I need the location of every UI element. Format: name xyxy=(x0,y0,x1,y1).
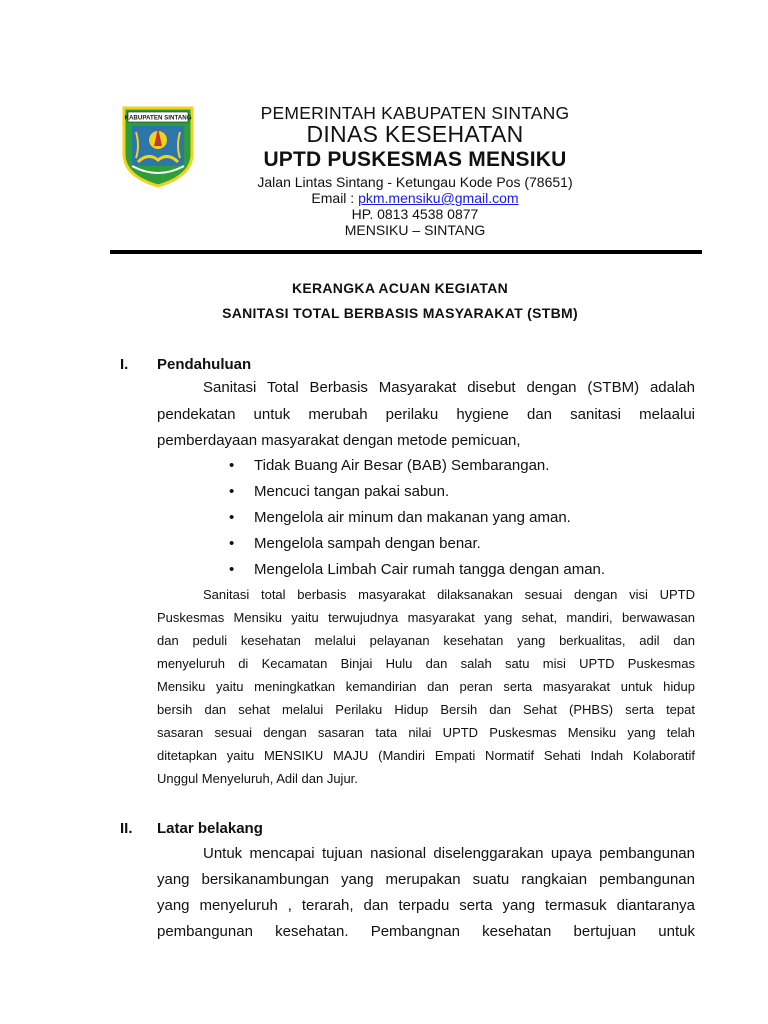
bullet-item: Tidak Buang Air Besar (BAB) Sembarangan. xyxy=(254,457,550,474)
bullet-item: Mencuci tangan pakai sabun. xyxy=(254,483,450,500)
email-link[interactable]: pkm.mensiku@gmail.com xyxy=(358,190,519,206)
letterhead-phone: HP. 0813 4538 0877 xyxy=(351,206,479,222)
background-line: Untuk mencapai tujuan nasional diselenggarakan upaya pembangunan xyxy=(203,845,695,862)
bullet-item: Mengelola air minum dan makanan yang aman. xyxy=(254,509,571,526)
letterhead-divider xyxy=(110,250,702,254)
letterhead-location: MENSIKU – SINTANG xyxy=(344,222,486,238)
paragraph-line: Sanitasi total berbasis masyarakat dilaksanakan sesuai dengan visi UPTD xyxy=(203,587,695,602)
email-label: Email : xyxy=(311,190,359,206)
letterhead-department: DINAS KESEHATAN xyxy=(306,121,524,147)
background-line: pembangunan kesehatan. Pembangnan kesehatan bertujuan untuk xyxy=(157,923,695,940)
logo-text: KABUPATEN SINTANG xyxy=(124,114,192,122)
letterhead-email-line xyxy=(210,190,620,206)
background-line: yang bersikanambungan yang merupakan suatu rangkaian pembangunan xyxy=(157,871,695,888)
letterhead-institution: UPTD PUSKESMAS MENSIKU xyxy=(263,148,567,171)
document-title: KERANGKA ACUAN KEGIATAN xyxy=(291,280,509,296)
section-1-number: I. xyxy=(120,356,129,373)
document-subtitle: SANITASI TOTAL BERBASIS MASYARAKAT (STBM) xyxy=(222,305,578,321)
section-2-heading: Latar belakang xyxy=(157,820,263,837)
paragraph-line: menyeluruh di Kecamatan Binjai Hulu dan salah satu misi UPTD Puskesmas xyxy=(157,656,695,671)
paragraph-line: sasaran sesuai dengan sasaran tata nilai UPTD Puskesmas Mensiku yang telah xyxy=(157,725,695,740)
paragraph-line: Mensiku yaitu meningkatkan kemandirian dan peran serta masyarakat untuk hidup xyxy=(157,679,695,694)
section-2-number: II. xyxy=(120,820,133,837)
bullet-item: Mengelola sampah dengan benar. xyxy=(254,535,481,552)
paragraph-line: Unggul Menyeluruh, Adil dan Jujur. xyxy=(157,771,358,786)
paragraph-line: ditetapkan yaitu MENSIKU MAJU (Mandiri Empati Normatif Sehati Indah Kolaboratif xyxy=(157,748,695,763)
bullet-icon: • xyxy=(229,535,235,552)
letterhead-address: Jalan Lintas Sintang - Ketungau Kode Pos (78651) xyxy=(257,174,573,190)
paragraph-line: dan peduli kesehatan melalui pelayanan kesehatan yang berkualitas, adil dan xyxy=(157,633,695,648)
paragraph-line: bersih dan sehat melalui Perilaku Hidup Bersih dan Sehat (PHBS) serta tepat xyxy=(157,702,695,717)
letterhead-government: PEMERINTAH KABUPATEN SINTANG xyxy=(260,103,570,123)
bullet-item: Mengelola Limbah Cair rumah tangga dengan aman. xyxy=(254,561,606,578)
background-line: yang menyeluruh , terarah, dan terpadu serta yang termasuk diantaranya xyxy=(157,897,695,914)
bullet-icon: • xyxy=(229,561,235,578)
kabupaten-sintang-logo xyxy=(118,102,198,188)
bullet-icon: • xyxy=(229,457,235,474)
section-1-heading: Pendahuluan xyxy=(157,356,252,373)
intro-line: pendekatan untuk merubah perilaku hygiene dan sanitasi melaalui xyxy=(157,406,695,423)
intro-line: Sanitasi Total Berbasis Masyarakat disebut dengan (STBM) adalah xyxy=(203,379,695,396)
intro-line: pemberdayaan masyarakat dengan metode pemicuan, xyxy=(157,432,521,449)
bullet-icon: • xyxy=(229,483,235,500)
paragraph-line: Puskesmas Mensiku yaitu terwujudnya masyarakat yang sehat, mandiri, berwawasan xyxy=(157,610,695,625)
bullet-icon: • xyxy=(229,509,235,526)
